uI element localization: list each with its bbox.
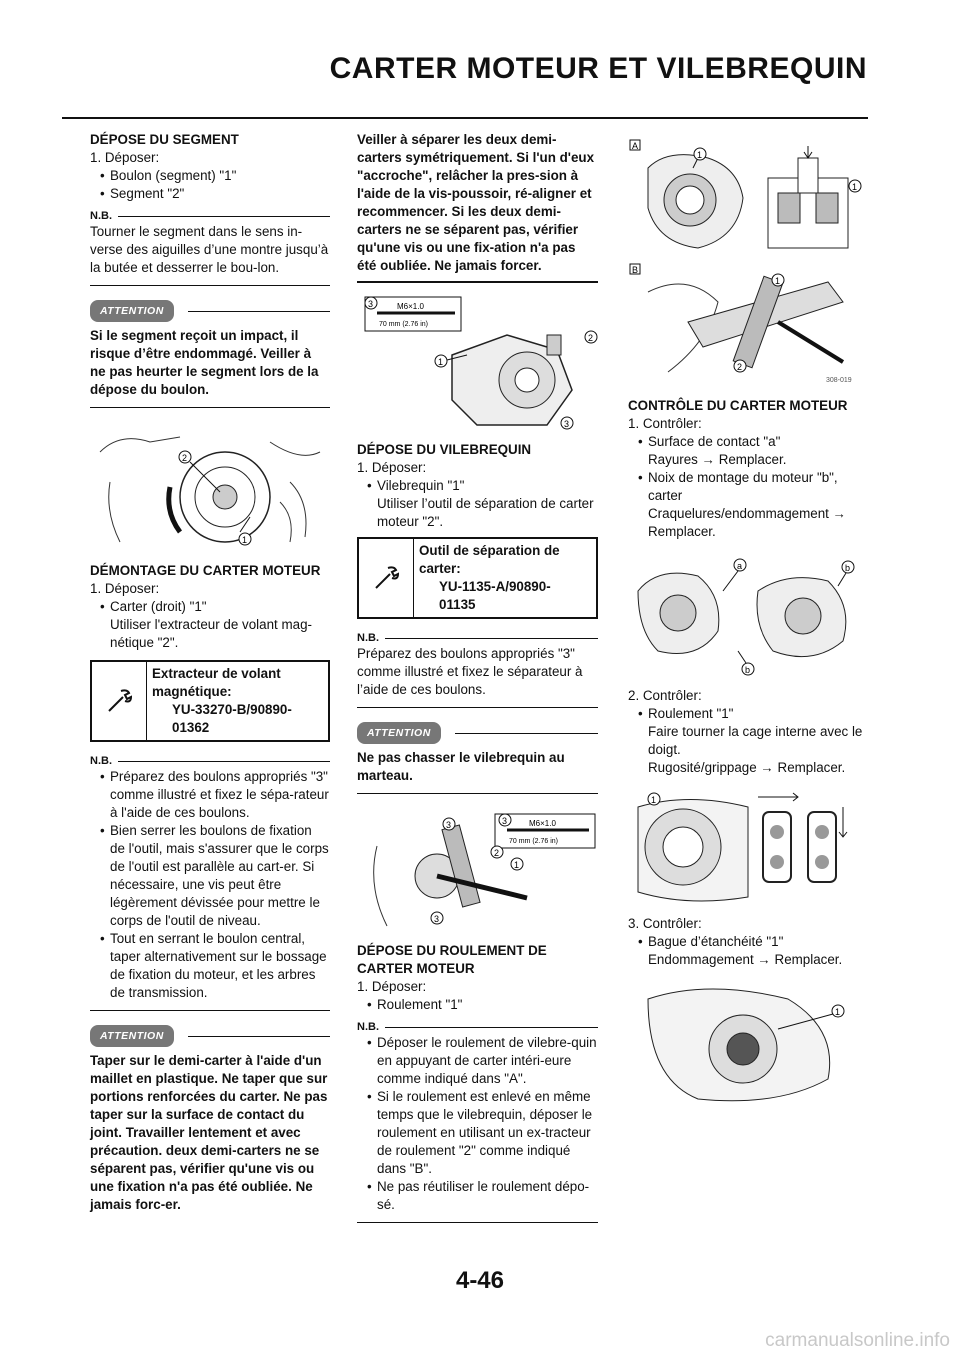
note-label: N.B. — [357, 632, 379, 644]
section-heading-roulement: DÉPOSE DU ROULEMENT DE CARTER MOTEUR — [357, 943, 547, 976]
step: 1. Déposer: — [90, 581, 160, 596]
note-bullet: • Bien serrer les boulons de fixation de l'outil, mais s'assurer que le corps de l'outil est parallèle au cart-er. Si nécessaire, une vis peut être légèrement dévissée pour mettre le corps de l'outil de niveau. — [90, 822, 330, 930]
bullet: • Vilebrequin "1" — [357, 477, 598, 495]
callout-b: b — [745, 665, 751, 675]
tool-name: Extracteur de volant — [152, 666, 281, 681]
column-middle — [357, 131, 598, 1224]
page-number: 4-46 — [455, 1267, 505, 1294]
watermark: carmanualsonline.info — [765, 1330, 950, 1351]
tool-part-number: 01135 — [439, 597, 476, 612]
bullet: • Roulement "1" — [357, 996, 598, 1014]
title-rule — [62, 117, 868, 119]
step: 1. Déposer: — [357, 979, 427, 994]
tool-part-number: 01362 — [172, 720, 210, 735]
note-text: Préparez des boulons appropriés "3" comme illustré et fixez le séparateur à l’aide de ces boulons. — [357, 646, 583, 697]
attention-badge: ATTENTION — [90, 300, 174, 322]
attention-block — [90, 301, 330, 408]
callout-2: 2 — [182, 453, 188, 463]
note-bullet: • Ne pas réutiliser le roulement dépo-sé. — [357, 1178, 598, 1214]
figure-a — [628, 138, 868, 256]
note-block — [357, 1020, 598, 1224]
bolt-spec: M6×1.0 — [529, 819, 556, 828]
section-heading-vilebrequin: DÉPOSE DU VILEBREQUIN — [357, 442, 532, 457]
tool-box — [357, 537, 598, 619]
note-block — [357, 631, 598, 709]
attention-badge: ATTENTION — [90, 1025, 174, 1047]
callout-a: a — [737, 561, 743, 571]
bullet: • Bague d’étanchéité "1" — [628, 933, 868, 951]
note-block — [90, 209, 330, 287]
note-bullet: • Tout en serrant le boulon central, taper alternativement sur le bossage de fixation du moteur, et les arbres de transmission. — [90, 930, 330, 1002]
callout-3: 3 — [564, 419, 570, 429]
callout-1: 1 — [775, 276, 781, 286]
figure-roulement — [628, 787, 868, 907]
step: 3. Contrôler: — [628, 916, 702, 931]
bolt-length: 70 mm (2.76 in) — [379, 321, 429, 328]
tool-name: Outil de séparation de — [419, 543, 560, 558]
step: 2. Contrôler: — [628, 688, 702, 703]
callout-1: 1 — [697, 150, 703, 160]
attention-text: Taper sur le demi-carter à l'aide d'un maillet en plastique. Ne taper que sur portions renforcées du carter. Ne pas taper sur la surface de contact du joint. Travailler lentement et avec précaution. deux demi-carters ne se séparent pas, vérifier qu'une vis ou une fixation n'a pas été oubliée. Ne jamais forc-er. — [90, 1053, 328, 1212]
figure-label-a: A — [632, 141, 639, 151]
section-heading-segment: DÉPOSE DU SEGMENT — [90, 132, 239, 147]
step: 1. Déposer: — [90, 150, 160, 165]
bullet: • Segment "2" — [90, 185, 330, 203]
callout-2: 2 — [494, 848, 500, 858]
attention-text: Ne pas chasser le vilebrequin au marteau. — [357, 750, 565, 783]
bullet-sub: Rugosité/grippage → Remplacer. — [648, 760, 846, 775]
note-label: N.B. — [357, 1021, 379, 1033]
tool-part-number: YU-1135-A/90890- — [439, 579, 551, 594]
figure-segment — [90, 422, 330, 562]
note-text: Tourner le segment dans le sens in-verse des aiguilles d’une montre jusqu’à la butée et desserrer le bou-lon. — [90, 224, 329, 275]
bullet-sub: Utiliser l'extracteur de volant mag-nétique "2". — [110, 617, 313, 650]
warning-text: Veiller à séparer les deux demi-carters symétriquement. Si l'un d'eux "accroche", relâcher la pres-sion à l'aide de la vis-poussoir, ré-aligner et recommencer. Si les deux demi-carters ne se séparent pas, vérifier qu'une vis ou une fix-ation n'a pas été oubliée. Ne jamais forcer. — [357, 132, 595, 273]
attention-block — [357, 723, 598, 794]
tool-box — [90, 660, 330, 742]
bullet: • Carter (droit) "1" — [90, 598, 330, 616]
attention-text: Si le segment reçoit un impact, il risque d’être endommagé. Veiller à ne pas heurter le segment lors de la dépose du boulon. — [90, 328, 319, 397]
callout-1: 1 — [514, 860, 520, 870]
callout-1: 1 — [242, 535, 248, 545]
bolt-spec: M6×1.0 — [397, 302, 424, 311]
wrench-icon — [92, 662, 147, 740]
note-bullet: • Si le roulement est enlevé en même temps que le vilebrequin, déposer le roulement en utilisant un ex-tracteur de roulement "2" comme indiqué dans "B". — [357, 1088, 598, 1178]
bullet: • Noix de montage du moteur "b", carter — [628, 469, 868, 505]
tool-part-number: YU-33270-B/90890- — [172, 702, 292, 717]
callout-1: 1 — [651, 795, 657, 805]
note-label: N.B. — [90, 755, 112, 767]
note-block — [90, 754, 330, 1012]
section-heading-demontage: DÉMONTAGE DU CARTER MOTEUR — [90, 563, 321, 578]
callout-1: 1 — [438, 357, 444, 367]
bolt-length: 70 mm (2.76 in) — [509, 838, 559, 845]
callout-2: 2 — [588, 333, 594, 343]
column-left — [90, 131, 330, 1214]
figure-label-b: B — [632, 265, 639, 275]
callout-1: 1 — [835, 1007, 841, 1017]
bullet: • Roulement "1" — [628, 705, 868, 723]
callout-3: 3 — [434, 914, 440, 924]
note-label: N.B. — [90, 210, 112, 222]
note-bullet: • Déposer le roulement de vilebre-quin en appuyant de carter intéri-eure comme indiqué dans "A". — [357, 1034, 598, 1088]
bullet-sub: Utiliser l’outil de séparation de carter moteur "2". — [377, 496, 594, 529]
figure-separator — [357, 806, 598, 936]
bullet-sub: Craquelures/endommagement → Remplacer. — [648, 506, 846, 539]
figure-crankcase — [357, 295, 598, 435]
attention-badge: ATTENTION — [357, 722, 441, 744]
figure-code: 308-019 — [826, 377, 852, 384]
bullet-sub: Rayures → Remplacer. — [648, 452, 787, 467]
callout-3: 3 — [446, 820, 452, 830]
bullet: • Surface de contact "a" — [628, 433, 868, 451]
callout-3: 3 — [368, 299, 374, 309]
callout-1: 1 — [852, 182, 858, 192]
tool-name: magnétique: — [152, 684, 232, 699]
page-title: CARTER MOTEUR ET VILEBREQUIN — [329, 52, 867, 85]
wrench-icon — [359, 539, 414, 617]
callout-2: 2 — [737, 362, 743, 372]
figure-bague — [628, 979, 868, 1109]
figure-b — [628, 262, 868, 397]
bullet-sub: Endommagement → Remplacer. — [648, 952, 843, 967]
attention-block — [90, 1026, 330, 1214]
column-right — [628, 138, 868, 1109]
callout-3: 3 — [502, 816, 508, 826]
note-bullet: • Préparez des boulons appropriés "3" comme illustré et fixez le sépa-rateur à l'aide de ces boulons. — [90, 768, 330, 822]
step: 1. Déposer: — [357, 460, 427, 475]
section-heading-controle: CONTRÔLE DU CARTER MOTEUR — [628, 398, 848, 413]
tool-name: carter: — [419, 561, 461, 576]
callout-b: b — [845, 563, 851, 573]
bullet-sub: Faire tourner la cage interne avec le doigt. — [648, 724, 863, 757]
figure-carter — [628, 551, 868, 679]
bullet: • Boulon (segment) "1" — [90, 167, 330, 185]
step: 1. Contrôler: — [628, 416, 702, 431]
